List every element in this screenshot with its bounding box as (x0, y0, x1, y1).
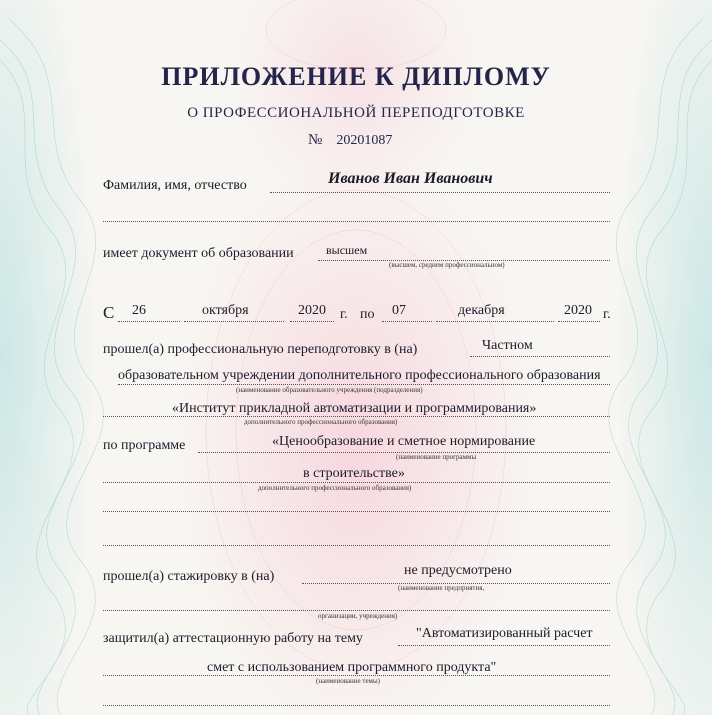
retraining-label: прошел(а) профессиональную переподготовку в (на) (103, 342, 418, 357)
number-value: 20201087 (336, 133, 393, 148)
period-from-prefix: С (103, 303, 115, 322)
thesis-value-2: смет с использованием программного продукта" (207, 660, 497, 675)
program-hint-1: (наименование программы (396, 453, 477, 461)
period-to-prefix: по (360, 307, 375, 322)
from-day-line (118, 321, 180, 322)
document-title: ПРИЛОЖЕНИЕ К ДИПЛОМУ (161, 62, 551, 91)
program-hint-2: дополнительного профессионального образования) (258, 484, 412, 492)
thesis-value-1: "Автоматизированный расчет (416, 626, 593, 641)
institution-name-hint: дополнительного профессионального образования) (244, 418, 398, 426)
from-year-line (290, 321, 334, 322)
number-sign: № (308, 132, 323, 148)
institution-underline (118, 384, 610, 385)
thesis-line-1 (398, 645, 610, 646)
program-line-3 (103, 511, 610, 512)
program-value-1: «Ценообразование и сметное нормирование (272, 434, 536, 449)
retraining-line (470, 356, 610, 357)
to-day-line (382, 321, 432, 322)
program-line-2 (103, 482, 610, 483)
to-month-line (436, 321, 554, 322)
institution-name-line (103, 416, 610, 417)
to-year-line (558, 321, 600, 322)
year-suffix-2: г. (603, 307, 611, 322)
internship-label: прошел(а) стажировку в (на) (103, 569, 275, 584)
period-to-month: декабря (458, 303, 505, 318)
fio-line-2 (103, 221, 610, 222)
retraining-value: Частном (482, 338, 533, 353)
fio-value: Иванов Иван Иванович (328, 170, 493, 187)
internship-value: не предусмотрено (404, 563, 512, 578)
period-from-year: 2020 (298, 303, 326, 318)
education-value: высшем (326, 243, 368, 257)
institution-hint: (наименование образовательного учреждения (подразделения) (236, 386, 423, 394)
internship-hint-2: организации, учреждения) (318, 612, 398, 620)
program-label: по программе (103, 438, 186, 453)
thesis-line-3 (103, 705, 610, 706)
thesis-hint: (наименование темы) (316, 677, 381, 685)
period-to-day: 07 (392, 303, 406, 318)
institution-line: образовательном учреждении дополнительного профессионального образования (118, 368, 601, 383)
document-subtitle: О ПРОФЕССИОНАЛЬНОЙ ПЕРЕПОДГОТОВКЕ (187, 105, 525, 121)
program-value-2: в строительстве» (303, 466, 405, 481)
period-from-month: октября (202, 303, 249, 318)
institution-name: «Институт прикладной автоматизации и программирования» (172, 401, 537, 416)
education-label: имеет документ об образовании (103, 246, 294, 261)
from-month-line (184, 321, 284, 322)
document-number (308, 132, 392, 149)
fio-line (270, 192, 610, 193)
program-line-4 (103, 545, 610, 546)
internship-hint-1: (наименование предприятия, (398, 584, 485, 592)
period-from-day: 26 (132, 303, 146, 318)
internship-line-2 (103, 610, 610, 611)
period-to-year: 2020 (564, 303, 592, 318)
thesis-line-2 (103, 675, 610, 676)
education-hint: (высшем, среднем профессиональном) (389, 261, 505, 269)
thesis-label: защитил(а) аттестационную работу на тему (103, 631, 363, 646)
year-suffix-1: г. (340, 307, 348, 322)
fio-label: Фамилия, имя, отчество (103, 178, 247, 193)
